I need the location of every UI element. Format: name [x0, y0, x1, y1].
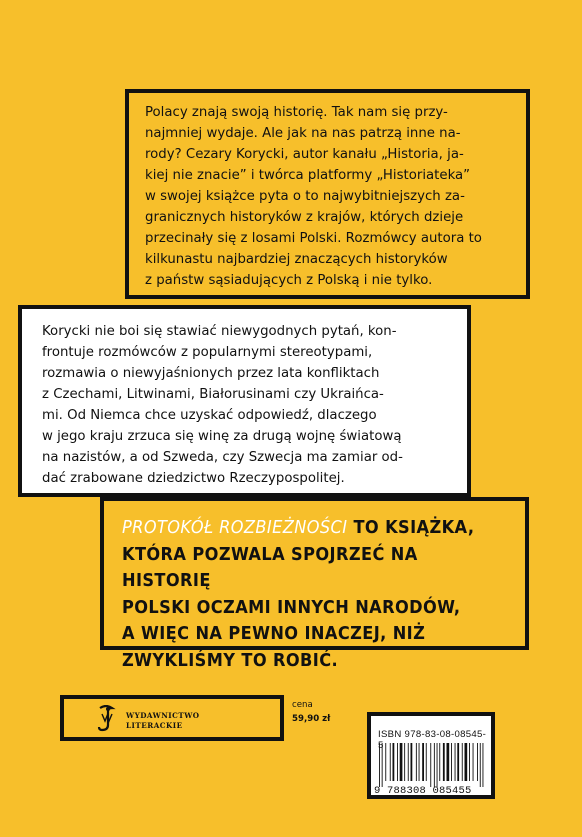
description-paragraph-2 — [42, 321, 451, 489]
text-line: najmniej wydaje. Ale jak na nas patrzą inne na- — [145, 126, 461, 141]
text-line: kilkunastu najbardziej znaczących historyków — [145, 252, 448, 267]
barcode-bar — [419, 743, 420, 781]
wl-monogram-icon — [96, 705, 116, 733]
text-line: z Czechami, Litwinami, Białorusinami czy Ukraińca- — [42, 387, 384, 402]
barcode-bar — [408, 743, 409, 781]
barcode-bar — [480, 743, 481, 787]
barcode-bar — [437, 743, 438, 787]
barcode-bars — [377, 743, 487, 787]
barcode-bar — [385, 743, 386, 781]
text-line: z państw sąsiadujących z Polską i nie tylko. — [145, 273, 433, 288]
barcode-bar — [400, 743, 403, 781]
text-line: w jego kraju zrzuca się winę za drugą wojnę światową — [42, 429, 402, 444]
quote-line: TO KSIĄŻKA, — [347, 517, 475, 538]
text-line: mi. Od Niemca chce uzyskać odpowiedź, dlaczego — [42, 408, 377, 423]
text-line: przecinały się z losami Polski. Rozmówcy autora to — [145, 231, 482, 246]
barcode-bar — [422, 743, 424, 781]
text-line: w swojej książce pyta o to najwybitniejszych za- — [145, 189, 465, 204]
publisher-line: LITERACKIE — [126, 721, 183, 730]
barcode-bar — [462, 743, 463, 781]
description-box-top — [125, 89, 530, 299]
barcode-bar — [443, 743, 445, 781]
barcode-bar — [473, 743, 474, 781]
isbn-text: ISBN 978-83-08-08545-5 — [378, 729, 487, 751]
barcode-bar — [393, 743, 395, 781]
text-line: rozmawia o niewyjaśnionych przez lata konfliktach — [42, 366, 380, 381]
barcode-box — [367, 712, 495, 799]
text-line: kiej nie znacie” i twórca platformy „Historiateka” — [145, 168, 471, 183]
description-paragraph-1 — [145, 102, 510, 291]
barcode-bar — [465, 743, 468, 781]
publisher-line: WYDAWNICTWO — [126, 711, 200, 720]
book-title: PROTOKÓŁ ROZBIEŻNOŚCI — [122, 517, 348, 538]
text-line: dać zrabowane dziedzictwo Rzeczypospolitej. — [42, 471, 345, 486]
barcode-bar — [457, 743, 459, 781]
price-block — [292, 698, 330, 726]
quote-line: A WIĘC NA PEWNO INACZEJ, NIŻ — [122, 623, 426, 644]
quote-box — [100, 497, 529, 671]
barcode-bar — [483, 743, 484, 787]
publisher-name — [126, 711, 200, 731]
barcode-bar — [439, 743, 440, 781]
barcode-bar — [477, 743, 478, 781]
barcode-bar — [426, 743, 427, 781]
text-line: Polacy znają swoją historię. Tak nam się przy- — [145, 105, 448, 120]
barcode-bar — [382, 743, 383, 787]
barcode-bar — [430, 743, 431, 787]
barcode-bar — [416, 743, 417, 781]
quote-line: ZWYKLIŚMY TO ROBIĆ. — [122, 649, 339, 671]
quote-line: POLSKI OCZAMI INNYCH NARODÓW, — [122, 596, 461, 618]
barcode-bar — [397, 743, 398, 781]
text-line: rody? Cezary Korycki, autor kanału „Historia, ja- — [145, 147, 464, 162]
barcode-bar — [404, 743, 405, 781]
barcode-bar — [451, 743, 452, 781]
barcode-bar — [411, 743, 413, 781]
text-line: na nazistów, a od Szweda, czy Szwecja ma zamiar od- — [42, 450, 403, 465]
barcode-bar — [379, 743, 380, 787]
description-box-middle — [18, 305, 471, 497]
text-line: granicznych historyków z krajów, których dzieje — [145, 210, 464, 225]
text-line: Korycki nie boi się stawiać niewygodnych pytań, kon- — [42, 324, 397, 339]
barcode-bar — [434, 743, 435, 787]
quote-line: KTÓRA POZWALA SPOJRZEĆ NA HISTORIĘ — [122, 543, 418, 591]
barcode-bar — [455, 743, 456, 781]
quote-text — [122, 515, 509, 674]
price-value: 59,90 zł — [292, 714, 331, 724]
price-label: cena — [292, 700, 313, 710]
barcode-bar — [447, 743, 450, 781]
barcode-digits: 9 788308 085455 — [374, 785, 472, 797]
barcode-bar — [390, 743, 391, 781]
text-line: frontuje rozmówców z popularnymi stereotypami, — [42, 345, 373, 360]
publisher-logo-box — [60, 695, 284, 741]
barcode-bar — [469, 743, 470, 781]
